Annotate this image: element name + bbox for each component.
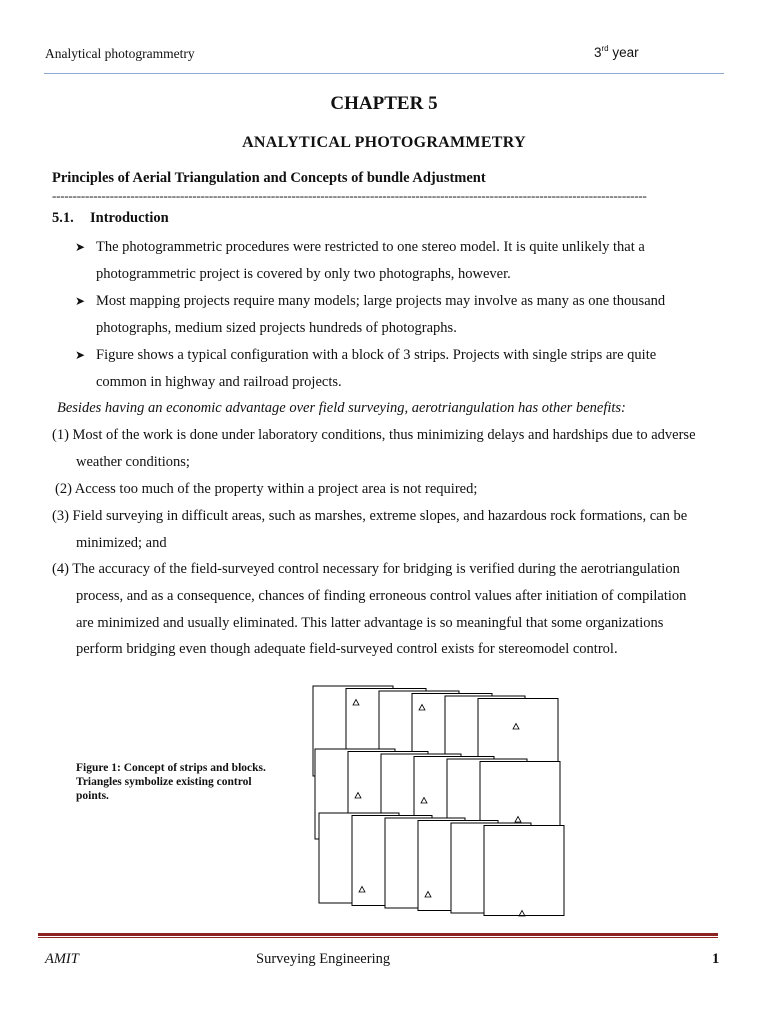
section-number: 5.1. [52,210,74,226]
benefit-line: (2) Access too much of the property within a project area is not required; [55,481,478,497]
benefit-line: (1) Most of the work is done under laboratory conditions, thus minimizing delays and hardships due to adverse [52,427,696,443]
figure-caption: Figure 1: Concept of strips and blocks. Triangles symbolize existing control points. [76,762,266,802]
chapter-title: CHAPTER 5 [330,93,438,114]
benefit-line: (3) Field surveying in difficult areas, such as marshes, extreme slopes, and hazardous rock formations, can be [52,508,688,524]
footer-rule-thick [38,933,718,936]
bullet-line: Figure shows a typical configuration with a block of 3 strips. Projects with single strips are quite [96,347,657,363]
year-word: year [612,45,639,60]
arrow-bullet-icon: ➤ [75,294,86,308]
page-number: 1 [712,951,720,967]
chapter-subtitle: ANALYTICAL PHOTOGRAMMETRY [242,134,526,151]
photo-frame [484,826,564,916]
benefit-line: minimized; and [76,535,167,551]
bullet-line: photographs, medium sized projects hundreds of photographs. [96,320,457,336]
benefit-line: process, and as a consequence, chances of finding erroneous control values after initiation of compilation [76,588,687,604]
benefit-line: perform bridging even though adequate field-surveyed control exists for stereomodel control. [76,641,618,657]
bullet-line: Most mapping projects require many models; large projects may involve as many as one thousand [96,293,666,309]
separator-line: ------------------------------------------------------------------------------------------------------------------------------------------------ [52,188,647,203]
benefit-line: weather conditions; [76,454,190,470]
bullet-line: photogrammetric project is covered by only two photographs, however. [96,266,511,282]
benefit-line: are minimized and usually eliminated. This latter advantage is so meaningful that some organizations [76,615,664,631]
footer-course: Surveying Engineering [256,951,391,967]
bullet-line: The photogrammetric procedures were restricted to one stereo model. It is quite unlikely that a [96,239,645,255]
arrow-bullet-icon: ➤ [75,348,86,362]
bullet-line: common in highway and railroad projects. [96,374,342,390]
footer-author: AMIT [45,951,79,967]
running-header-title: Analytical photogrammetry [45,46,195,61]
benefits-intro: Besides having an economic advantage over field surveying, aerotriangulation has other benefits: [57,400,626,416]
arrow-bullet-icon: ➤ [75,240,86,254]
year-number: 3 [594,45,602,60]
year-ordinal: rd [601,44,609,53]
benefit-line: (4) The accuracy of the field-surveyed control necessary for bridging is verified during the aerotriangulation [52,561,680,577]
principles-heading: Principles of Aerial Triangulation and Concepts of bundle Adjustment [52,170,486,186]
footer-rule-thin [38,937,718,938]
section-title: Introduction [90,210,169,226]
